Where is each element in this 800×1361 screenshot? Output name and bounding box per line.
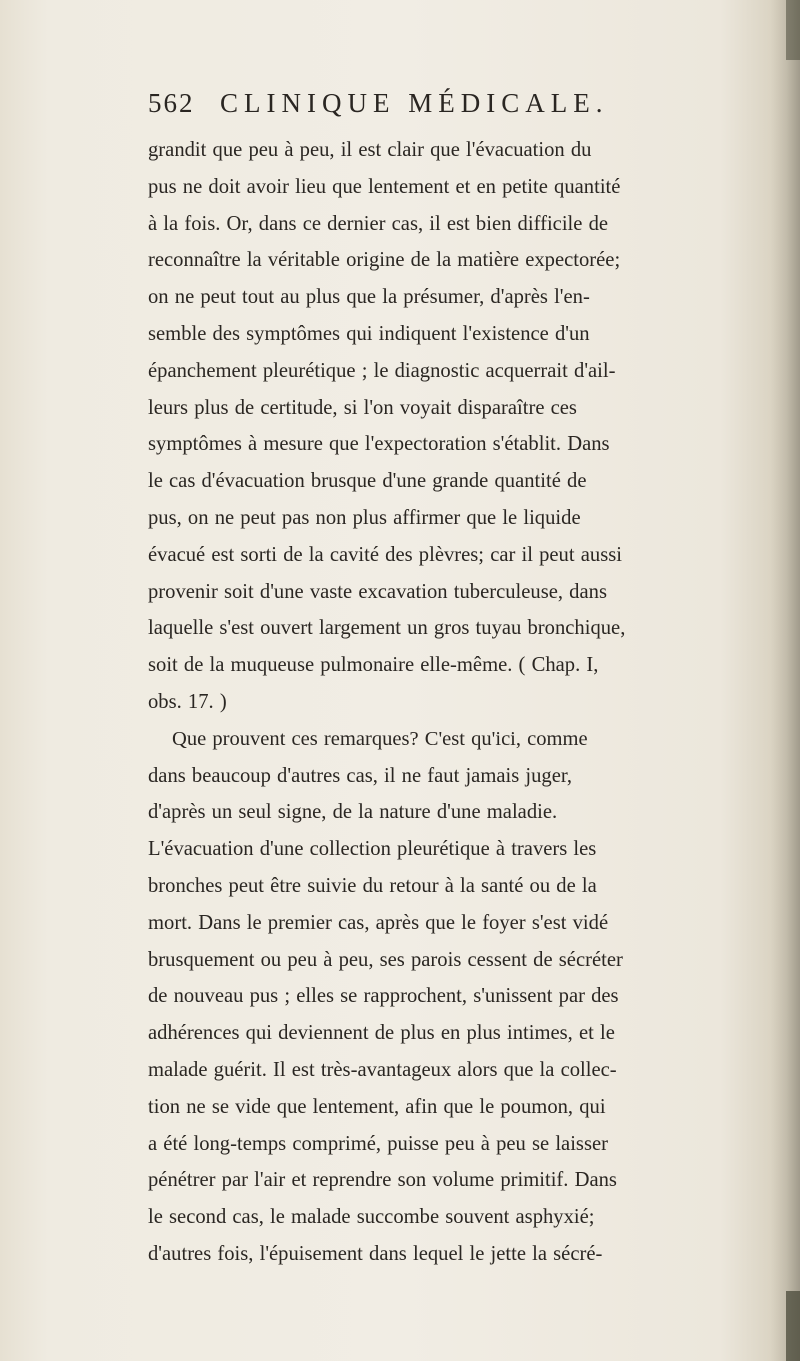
text-line: mort. Dans le premier cas, après que le foyer s'est vidé [148, 911, 609, 934]
page-edge-mark-bottom [786, 1291, 800, 1361]
text-line: pus ne doit avoir lieu que lentement et en petite quantité [148, 175, 621, 198]
text-line: leurs plus de certitude, si l'on voyait disparaître ces [148, 396, 577, 419]
text-line: dans beaucoup d'autres cas, il ne faut jamais juger, [148, 764, 573, 787]
text-line: malade guérit. Il est très-avantageux alors que la collec- [148, 1058, 617, 1081]
text-line: de nouveau pus ; elles se rapprochent, s'unissent par des [148, 985, 619, 1008]
text-line: L'évacuation d'une collection pleurétique à travers les [148, 838, 597, 861]
text-line: grandit que peu à peu, il est clair que l'évacuation du [148, 139, 592, 161]
text-line: brusquement ou peu à peu, ses parois cessent de sécréter [148, 948, 623, 971]
text-line: évacué est sorti de la cavité des plèvres; car il peut aussi [148, 543, 622, 566]
text-line: on ne peut tout au plus que la présumer, d'après l'en- [148, 286, 590, 309]
page-edge-mark-top [786, 0, 800, 60]
text-line: épanchement pleurétique ; le diagnostic acquerrait d'ail- [148, 359, 616, 382]
page-number: 562 [148, 88, 195, 118]
text-line: soit de la muqueuse pulmonaire elle-même. ( Chap. I, [148, 654, 599, 677]
text-line: pénétrer par l'air et reprendre son volume primitif. Dans [148, 1169, 617, 1192]
body-text [148, 132, 800, 1273]
text-line: bronches peut être suivie du retour à la santé ou de la [148, 874, 597, 897]
running-header [148, 88, 748, 128]
text-line: reconnaître la véritable origine de la matière expectorée; [148, 249, 621, 272]
text-line: symptômes à mesure que l'expectoration s'établit. Dans [148, 433, 610, 456]
text-line: laquelle s'est ouvert largement un gros tuyau bronchique, [148, 617, 626, 640]
text-line: pus, on ne peut pas non plus affirmer que le liquide [148, 506, 581, 529]
text-line: le second cas, le malade succombe souvent asphyxié; [148, 1206, 595, 1229]
text-line: provenir soit d'une vaste excavation tuberculeuse, dans [148, 580, 607, 603]
text-line: à la fois. Or, dans ce dernier cas, il est bien difficile de [148, 212, 609, 235]
text-line: tion ne se vide que lentement, afin que le poumon, qui [148, 1095, 606, 1118]
text-line: d'autres fois, l'épuisement dans lequel le jette la sécré- [148, 1242, 603, 1265]
text-line: obs. 17. ) [148, 690, 227, 713]
text-line: semble des symptômes qui indiquent l'existence d'un [148, 322, 590, 345]
text-line: a été long-temps comprimé, puisse peu à peu se laisser [148, 1132, 608, 1155]
text-line: le cas d'évacuation brusque d'une grande quantité de [148, 470, 587, 493]
running-title: CLINIQUE MÉDICALE. [220, 88, 609, 118]
text-line: Que prouvent ces remarques? C'est qu'ici, comme [172, 727, 588, 750]
text-line: d'après un seul signe, de la nature d'une maladie. [148, 801, 558, 824]
text-line: adhérences qui deviennent de plus en plus intimes, et le [148, 1022, 615, 1045]
